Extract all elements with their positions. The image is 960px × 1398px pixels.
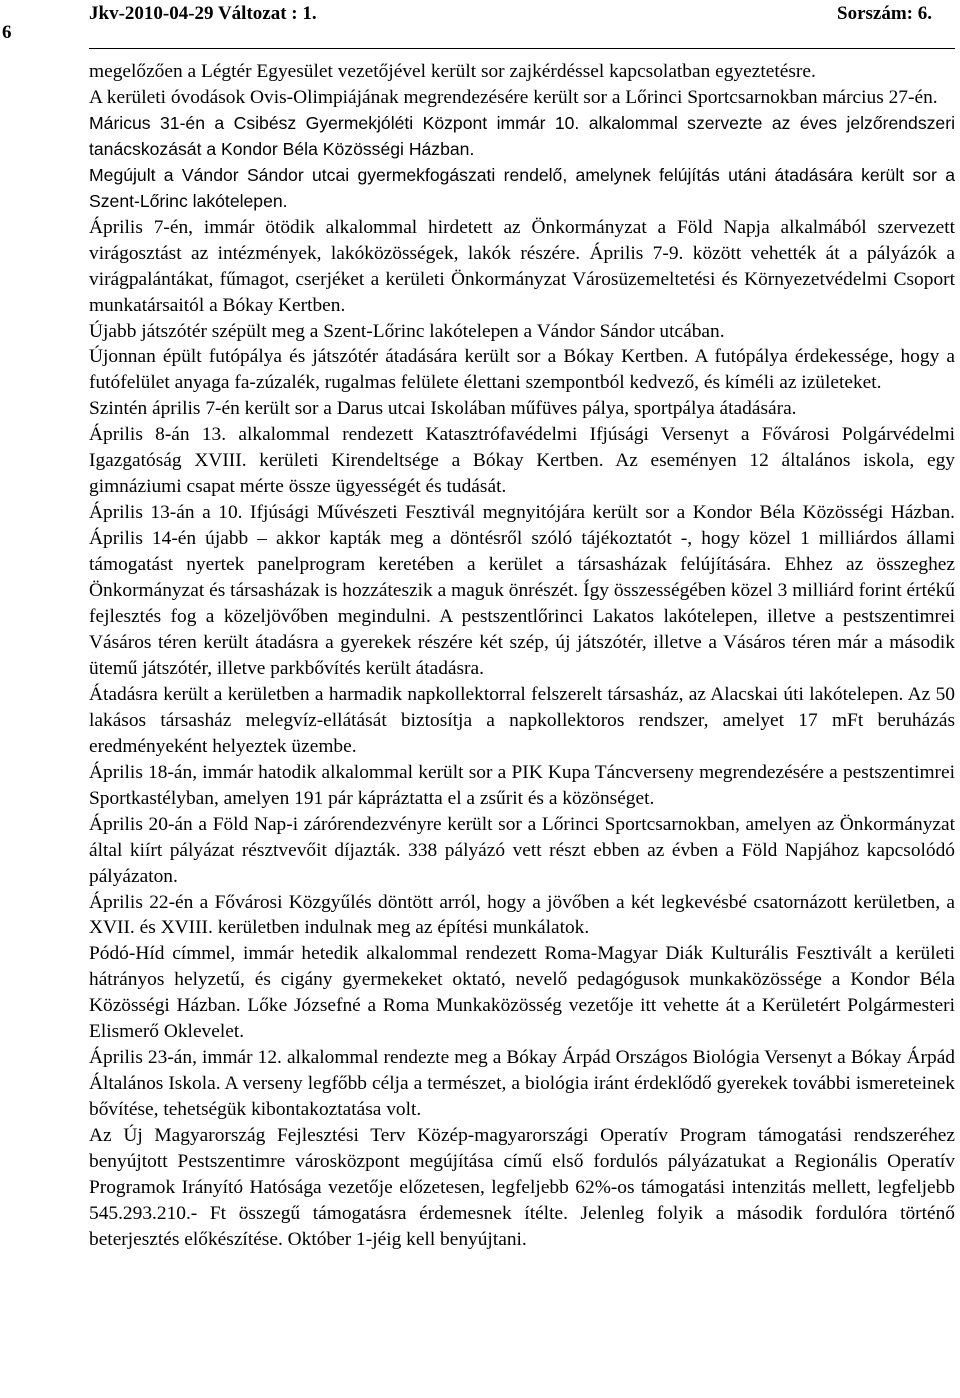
document-id: Jkv-2010-04-29 Változat : 1.: [89, 3, 317, 24]
paragraph: Máricus 31-én a Csibész Gyermekjóléti Központ immár 10. alkalommal szervezte az éves jelzőrendszeri tanácskozását a Kondor Béla Közösségi Házban.: [89, 112, 955, 159]
paragraph: Megújult a Vándor Sándor utcai gyermekfogászati rendelő, amelynek felújítás utáni átadására került sor a Szent-Lőrinc lakótelepen.: [89, 164, 955, 211]
paragraph: Szintén április 7-én került sor a Darus utcai Iskolában műfüves pálya, sportpálya átadására.: [89, 398, 797, 420]
paragraph: Április 22-én a Fővárosi Közgyűlés döntött arról, hogy a jövőben a két legkevésbé csatornázott kerületben, a XVII. és XVIII. kerületben indulnak meg az építési munkálatok.: [89, 891, 955, 939]
paragraph: Április 23-án, immár 12. alkalommal rendezte meg a Bókay Árpád Országos Biológia Versenyt a Bókay Árpád Általános Iskola. A verseny legfőbb célja a természet, a biológia iránt érdeklődő gyerekek további ismereteinek bővítése, tehetségük kibontakoztatása volt.: [89, 1047, 955, 1121]
paragraph: Április 13-án a 10. Ifjúsági Művészeti Fesztivál megnyitójára került sor a Kondor Béla Közösségi Házban. Április 14-én újabb – akkor kapták meg a döntésről szóló tájékoztatót -, hogy közel 1 milliárdos állami támogatást nyertek panelprogram keretében a kerület a társasházak felújítására. Ehhez az összeghez Önkormányzat és társasházak is hozzáteszik a maguk önrészét. Így összességében közel 3 milliárd forint értékű fejlesztés fog a közeljövőben megindulni. A pestszentlőrinci Lakatos lakótelepen, illetve a pestszentimrei Vásáros téren került átadásra a gyerekek részére két szép, új játszótér, illetve a Vásáros téren már a második ütemű játszótér, illetve parkbővítés került átadásra.: [89, 502, 955, 679]
paragraph: A kerületi óvodások Ovis-Olimpiájának megrendezésére került sor a Lőrinci Sportcsarnokban március 27-én.: [89, 86, 938, 108]
paragraph: Újabb játszótér szépült meg a Szent-Lőrinc lakótelepen a Vándor Sándor utcában.: [89, 320, 725, 342]
paragraph: Újonnan épült futópálya és játszótér átadására került sor a Bókay Kertben. A futópálya érdekessége, hogy a futófelület anyaga fa-zúzalék, rugalmas felülete élettani szempontból kedvező, és kíméli az izületeket.: [89, 346, 955, 394]
paragraph: megelőzően a Légtér Egyesület vezetőjével került sor zajkérdéssel kapcsolatban egyeztetésre.: [89, 61, 816, 82]
paragraph: Április 7-én, immár ötödik alkalommal hirdetett az Önkormányzat a Föld Napja alkalmából szervezett virágosztást az intézmények, lakóközösségek, lakók részére. Április 7-9. között vehették át a pályázók a virágpalántákat, fűmagot, cserjéket a kerületi Önkormányzat Városüzemeltetési és Környezetvédelmi Csoport munkatársaitól a Bókay Kertben.: [89, 216, 955, 316]
document-body: [89, 59, 955, 1253]
paragraph: Az Új Magyarország Fejlesztési Terv Közép-magyarországi Operatív Program támogatási rendszeréhez benyújtott Pestszentimre városközpont megújítása című első fordulós pályázatukat a Regionális Operatív Programok Irányító Hatósága vezetője előzetesen, legfeljebb 62%-os támogatási intenzitás mellett, legfeljebb 545.293.210.- Ft összegű támogatásra érdemesnek ítélte. Jelenleg folyik a második fordulóra történő beterjesztés előkészítése. Október 1-jéig kell benyújtani.: [89, 1125, 955, 1250]
paragraph: Április 8-án 13. alkalommal rendezett Katasztrófavédelmi Ifjúsági Versenyt a Fővárosi Polgárvédelmi Igazgatóság XVIII. kerületi Kirendeltsége a Bókay Kertben. Az eseményen 12 általános iskola, egy gimnáziumi csapat mérte össze ügyességét és tudását.: [89, 424, 955, 498]
header-divider: [89, 48, 955, 49]
paragraph: Április 20-án a Föld Nap-i zárórendezvényre került sor a Lőrinci Sportcsarnokban, amelyen az Önkormányzat által kiírt pályázat résztvevőit díjazták. 338 pályázó vett részt ebben az évben a Föld Napjához kapcsolódó pályázaton.: [89, 813, 955, 887]
serial-number: Sorszám: 6.: [837, 3, 932, 24]
page-header: [89, 0, 932, 48]
paragraph: Pódó-Híd címmel, immár hetedik alkalommal rendezett Roma-Magyar Diák Kulturális Fesztivált a kerületi hátrányos helyzetű, és cigány gyermekeket oktató, nevelő pedagógusok munkaközössége a Kondor Béla Közösségi Házban. Lőke Józsefné a Roma Munkaközösség vezetője itt vehette át a Kerületért Polgármesteri Elismerő Oklevelet.: [89, 943, 955, 1043]
page-number: 6: [2, 22, 12, 43]
paragraph: Átadásra került a kerületben a harmadik napkollektorral felszerelt társasház, az Alacskai úti lakótelepen. Az 50 lakásos társasház melegvíz-ellátását biztosítja a napkollektoros rendszer, amelyet 17 mFt beruházás eredményeként helyeztek üzembe.: [89, 683, 955, 757]
paragraph: Április 18-án, immár hatodik alkalommal került sor a PIK Kupa Táncverseny megrendezésére a pestszentimrei Sportkastélyban, amelyen 191 pár kápráztatta el a zsűrit és a közönséget.: [89, 761, 955, 809]
